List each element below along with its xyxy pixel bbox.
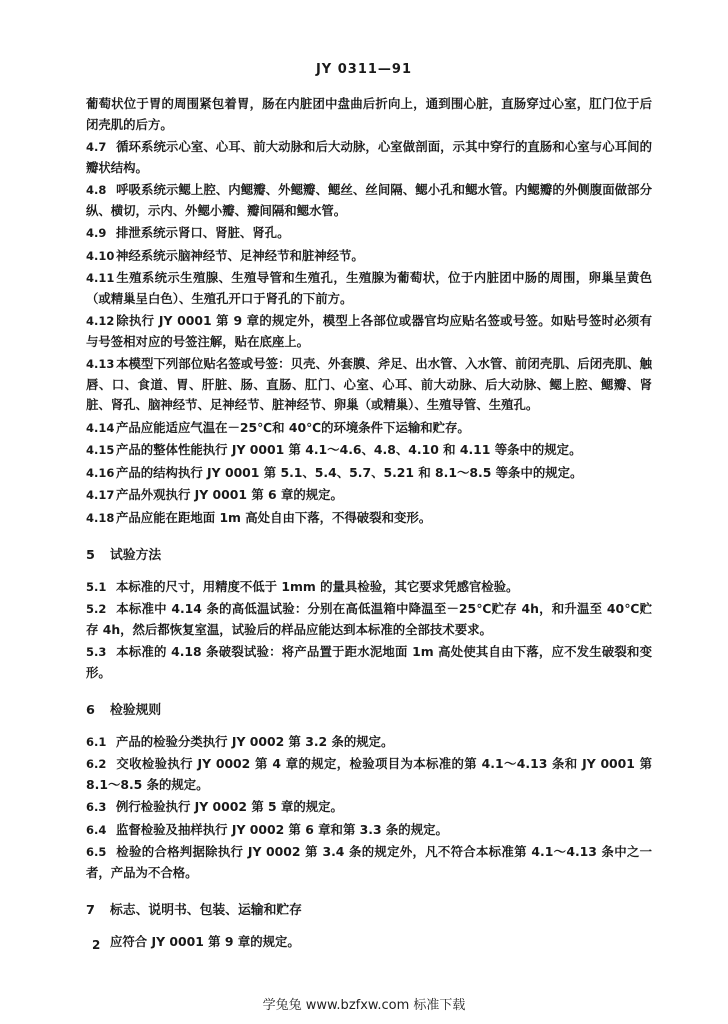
clause-number: 6.3 xyxy=(86,800,107,814)
clause-number: 4.7 xyxy=(86,140,107,154)
clause-4-11 xyxy=(86,268,652,309)
clause-text: 产品的整体性能执行 JY 0001 第 4.1～4.6、4.8、4.10 和 4.11 等条中的规定。 xyxy=(116,442,582,457)
clause-number: 6.1 xyxy=(86,734,107,749)
watermark-footer: 学兔兔 www.bzfxw.com 标准下载 xyxy=(262,998,466,1013)
clause-4-17 xyxy=(86,485,652,506)
clause-number: 5.1 xyxy=(86,579,107,594)
clause-4-9 xyxy=(86,223,652,244)
section-7-title xyxy=(86,901,652,922)
section-title-text: 检验规则 xyxy=(110,703,162,718)
clause-text: 本标准的尺寸，用精度不低于 1mm 的量具检验，其它要求凭感官检验。 xyxy=(116,578,519,594)
clause-text: 循环系统示心室、心耳、前大动脉和后大动脉，心室做剖面，示其中穿行的直肠和心室与心耳间的瓣状结构。 xyxy=(86,139,652,175)
clause-4-15 xyxy=(86,440,652,461)
clause-number: 5.3 xyxy=(86,645,107,659)
section-title-text: 标志、说明书、包装、运输和贮存 xyxy=(110,903,302,918)
clause-text: 检验的合格判据除执行 JY 0002 第 3.4 条的规定外，凡不符合本标准第 4.1～4.13 条中之一者，产品为不合格。 xyxy=(86,844,652,880)
clause-4-10 xyxy=(86,246,652,267)
section-number: 6 xyxy=(86,703,95,718)
clause-4-18 xyxy=(86,508,652,529)
section-7-text: 应符合 JY 0001 第 9 章的规定。 xyxy=(110,933,300,949)
clause-5-3 xyxy=(86,642,652,683)
clause-text: 产品外观执行 JY 0001 第 6 章的规定。 xyxy=(116,487,343,502)
clause-number: 4.10 xyxy=(86,248,115,263)
clause-number: 4.17 xyxy=(86,488,115,502)
clause-text: 产品的结构执行 JY 0001 第 5.1、5.4、5.7、5.21 和 8.1～8.5 等条中的规定。 xyxy=(116,464,583,480)
clause-number: 4.11 xyxy=(86,271,115,285)
clause-6-5 xyxy=(86,842,652,883)
clause-4-14 xyxy=(86,418,652,439)
clause-6-1 xyxy=(86,732,652,753)
document-body xyxy=(86,94,652,952)
clause-number: 6.2 xyxy=(86,757,107,771)
clause-text: 产品的检验分类执行 JY 0002 第 3.2 条的规定。 xyxy=(116,733,394,749)
section-number: 5 xyxy=(86,548,95,563)
clause-number: 6.4 xyxy=(86,822,107,837)
clause-6-2 xyxy=(86,754,652,795)
clause-text: 产品应能在距地面 1m 高处自由下落，不得破裂和变形。 xyxy=(116,509,432,525)
clause-6-4 xyxy=(86,820,652,841)
page-header: JY 0311—91 xyxy=(315,62,413,77)
intro-paragraph: 葡萄状位于胃的周围紧包着胃，肠在内脏团中盘曲后折向上，通到围心脏，直肠穿过心室，肛门位于后闭壳肌的后方。 xyxy=(86,96,652,132)
clause-number: 4.9 xyxy=(86,226,107,240)
clause-text: 本标准的 4.18 条破裂试验：将产品置于距水泥地面 1m 高处使其自由下落，应不发生破裂和变形。 xyxy=(86,644,652,680)
clause-number: 4.16 xyxy=(86,465,115,480)
clause-text: 交收检验执行 JY 0002 第 4 章的规定，检验项目为本标准的第 4.1～4.13 条和 JY 0001 第 8.1～8.5 条的规定。 xyxy=(86,756,652,792)
clause-number: 4.15 xyxy=(86,443,115,457)
clause-number: 4.18 xyxy=(86,510,115,525)
section-5-title xyxy=(86,546,652,567)
clause-text: 监督检验及抽样执行 JY 0002 第 6 章和第 3.3 条的规定。 xyxy=(116,821,448,837)
clause-5-2 xyxy=(86,599,652,640)
clause-number: 6.5 xyxy=(86,845,107,859)
clause-text: 产品应能适应气温在－25℃和 40℃的环境条件下运输和贮存。 xyxy=(116,419,470,435)
clause-5-1 xyxy=(86,577,652,598)
clause-number: 5.2 xyxy=(86,602,107,616)
clause-text: 生殖系统示生殖腺、生殖导管和生殖孔，生殖腺为葡萄状，位于内脏团中肠的周围，卵巢呈黄色（或精巢呈白色）、生殖孔开口于肾孔的下前方。 xyxy=(86,270,652,306)
clause-text: 例行检验执行 JY 0002 第 5 章的规定。 xyxy=(116,799,343,814)
clause-number: 4.12 xyxy=(86,314,115,328)
section-number: 7 xyxy=(86,903,95,918)
clause-number: 4.8 xyxy=(86,183,107,197)
clause-4-13 xyxy=(86,354,652,416)
page-number: 2 xyxy=(92,938,101,952)
clause-6-3 xyxy=(86,797,652,818)
clause-4-12 xyxy=(86,311,652,352)
clause-text: 本模型下列部位贴名签或号签：贝壳、外套膜、斧足、出水管、入水管、前闭壳肌、后闭壳肌、触唇、口、食道、胃、肝脏、肠、直肠、肛门、心室、心耳、前大动脉、后大动脉、鳃上腔、鳃瓣、肾脏、肾孔、脑神经节、足神经节、脏神经节、卵巢（或精巢）、生殖导管、生殖孔。 xyxy=(86,356,652,412)
clause-text: 排泄系统示肾口、肾脏、肾孔。 xyxy=(116,225,290,240)
clause-number: 4.13 xyxy=(86,357,115,371)
section-title-text: 试验方法 xyxy=(110,548,162,563)
clause-number: 4.14 xyxy=(86,420,115,435)
clause-text: 呼吸系统示鳃上腔、内鳃瓣、外鳃瓣、鳃丝、丝间隔、鳃小孔和鳃水管。内鳃瓣的外侧腹面做部分纵、横切，示内、外鳃小瓣、瓣间隔和鳃水管。 xyxy=(86,182,652,218)
clause-4-8 xyxy=(86,180,652,221)
clause-text: 除执行 JY 0001 第 9 章的规定外，模型上各部位或器官均应贴名签或号签。如贴号签时必须有与号签相对应的号签注解，贴在底座上。 xyxy=(86,313,652,349)
clause-text: 神经系统示脑神经节、足神经节和脏神经节。 xyxy=(116,247,364,263)
clause-4-16 xyxy=(86,463,652,484)
section-6-title xyxy=(86,701,652,722)
clause-text: 本标准中 4.14 条的高低温试验：分别在高低温箱中降温至－25℃贮存 4h，和升温至 40℃贮存 4h，然后都恢复室温，试验后的样品应能达到本标准的全部技术要求。 xyxy=(86,601,652,637)
clause-4-7 xyxy=(86,137,652,178)
